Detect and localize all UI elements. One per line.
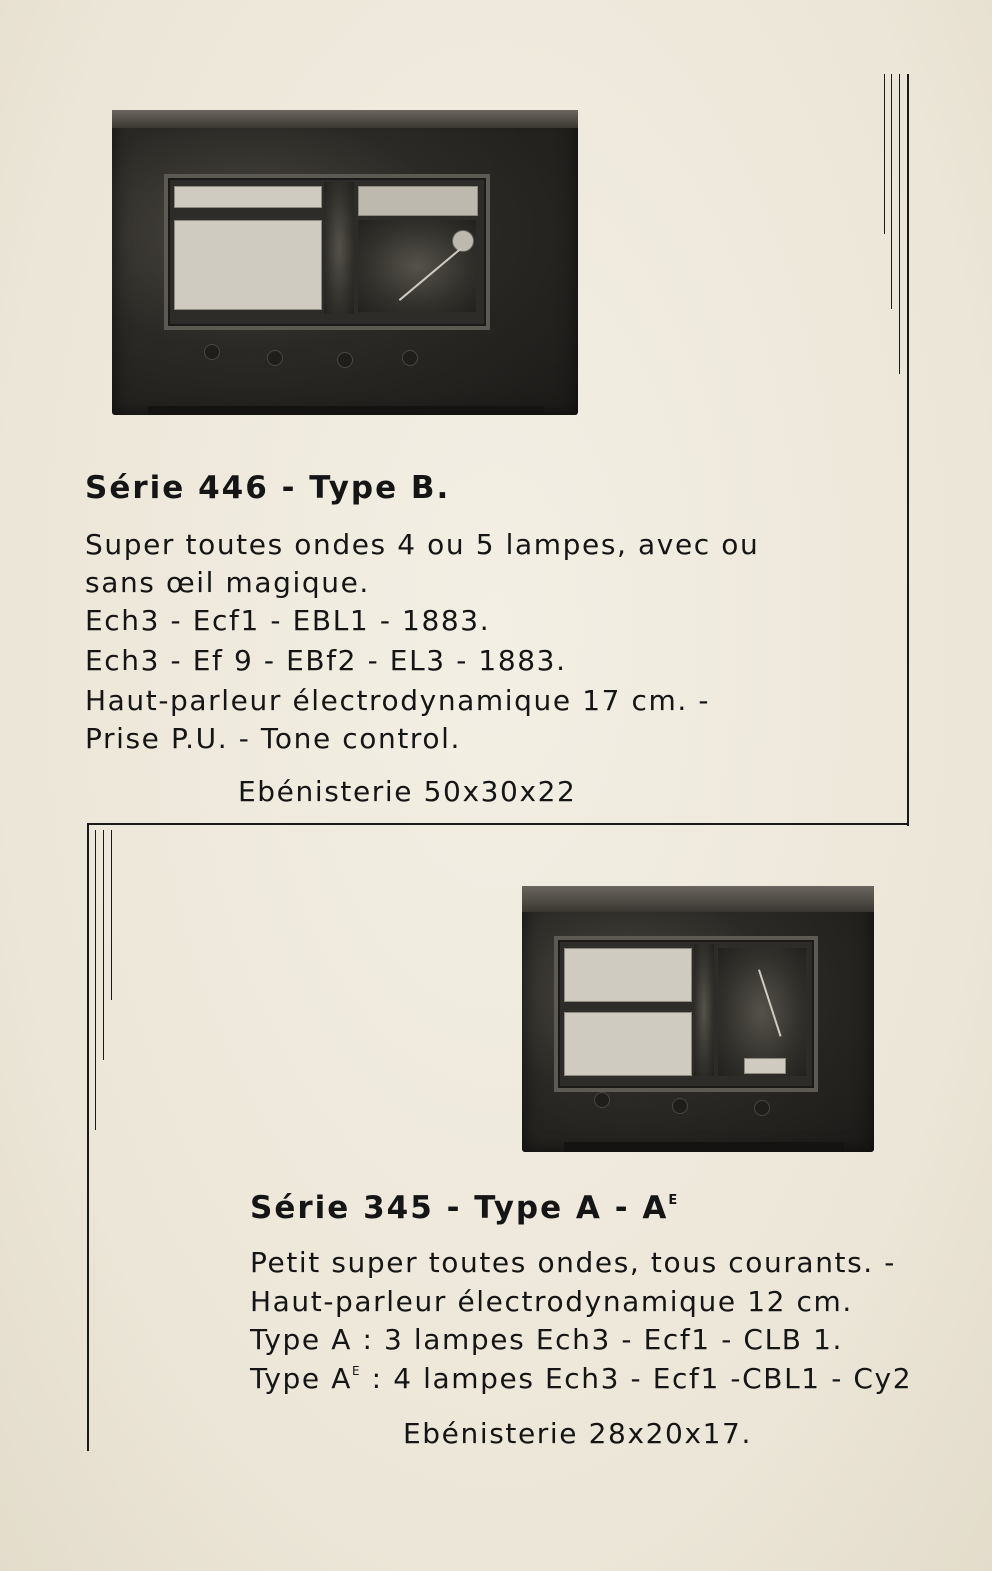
knob-icon <box>402 350 418 366</box>
frame-rule-middle <box>88 823 909 825</box>
center-bar <box>324 182 354 314</box>
knob-icon <box>754 1100 770 1116</box>
dial-window-top <box>358 186 478 216</box>
item2-cabinet-dimensions: Ebénisterie 28x20x17. <box>403 1417 752 1450</box>
frame-rule-left-4 <box>111 830 112 1000</box>
item2-title <box>250 1190 679 1226</box>
frame-rule-left <box>87 823 89 1451</box>
item2-line-4-suffix: : 4 lampes Ech3 - Ecf1 -CBL1 - Cy2 <box>361 1362 913 1395</box>
item1-cabinet-dimensions: Ebénisterie 50x30x22 <box>238 775 577 808</box>
radio-front-panel <box>554 936 818 1092</box>
frame-rule-right-4 <box>884 74 885 234</box>
item1-title: Série 446 - Type B. <box>85 470 451 506</box>
speaker-grille-top <box>564 948 692 1002</box>
knob-icon <box>267 350 283 366</box>
knob-icon <box>337 352 353 368</box>
item2-line-2: Haut-parleur électrodynamique 12 cm. <box>250 1285 853 1318</box>
item2-line-4-superscript: E <box>351 1364 362 1378</box>
dial-scale-label <box>744 1058 786 1074</box>
item1-line-5: Haut-parleur électrodynamique 17 cm. - <box>85 684 711 717</box>
magic-eye-icon <box>452 230 474 252</box>
item1-line-4: Ech3 - Ef 9 - EBf2 - EL3 - 1883. <box>85 644 567 677</box>
speaker-grille <box>174 186 322 208</box>
speaker-grille-lower <box>174 220 322 310</box>
frame-rule-right-3 <box>891 74 892 309</box>
knob-icon <box>672 1098 688 1114</box>
radio-base <box>148 406 544 415</box>
item2-line-4-prefix: Type A <box>250 1362 352 1395</box>
frame-rule-left-3 <box>103 830 104 1060</box>
radio-photo-serie-446 <box>112 110 578 415</box>
knob-icon <box>204 344 220 360</box>
item1-line-6: Prise P.U. - Tone control. <box>85 722 462 755</box>
radio-photo-serie-345 <box>522 886 874 1152</box>
radio-base <box>564 1142 844 1152</box>
radio-top-trim <box>522 886 874 912</box>
knob-icon <box>594 1092 610 1108</box>
item2-title-text: Série 345 - Type A - A <box>250 1190 669 1226</box>
frame-rule-right-2 <box>899 74 900 374</box>
item2-line-3: Type A : 3 lampes Ech3 - Ecf1 - CLB 1. <box>250 1323 844 1356</box>
radio-front-panel <box>164 174 490 330</box>
frame-rule-left-2 <box>95 830 96 1130</box>
center-bar <box>694 944 714 1076</box>
item1-line-2: sans œil magique. <box>85 566 370 599</box>
item1-line-1: Super toutes ondes 4 ou 5 lampes, avec ou <box>85 528 760 561</box>
frame-rule-right <box>907 74 909 826</box>
dial-window <box>718 948 806 1076</box>
item2-line-4 <box>250 1362 912 1395</box>
speaker-grille-lower <box>564 1012 692 1076</box>
item1-line-3: Ech3 - Ecf1 - EBL1 - 1883. <box>85 604 491 637</box>
item2-line-1: Petit super toutes ondes, tous courants. - <box>250 1246 897 1279</box>
radio-top-trim <box>112 110 578 128</box>
item2-title-superscript: E <box>668 1193 680 1208</box>
